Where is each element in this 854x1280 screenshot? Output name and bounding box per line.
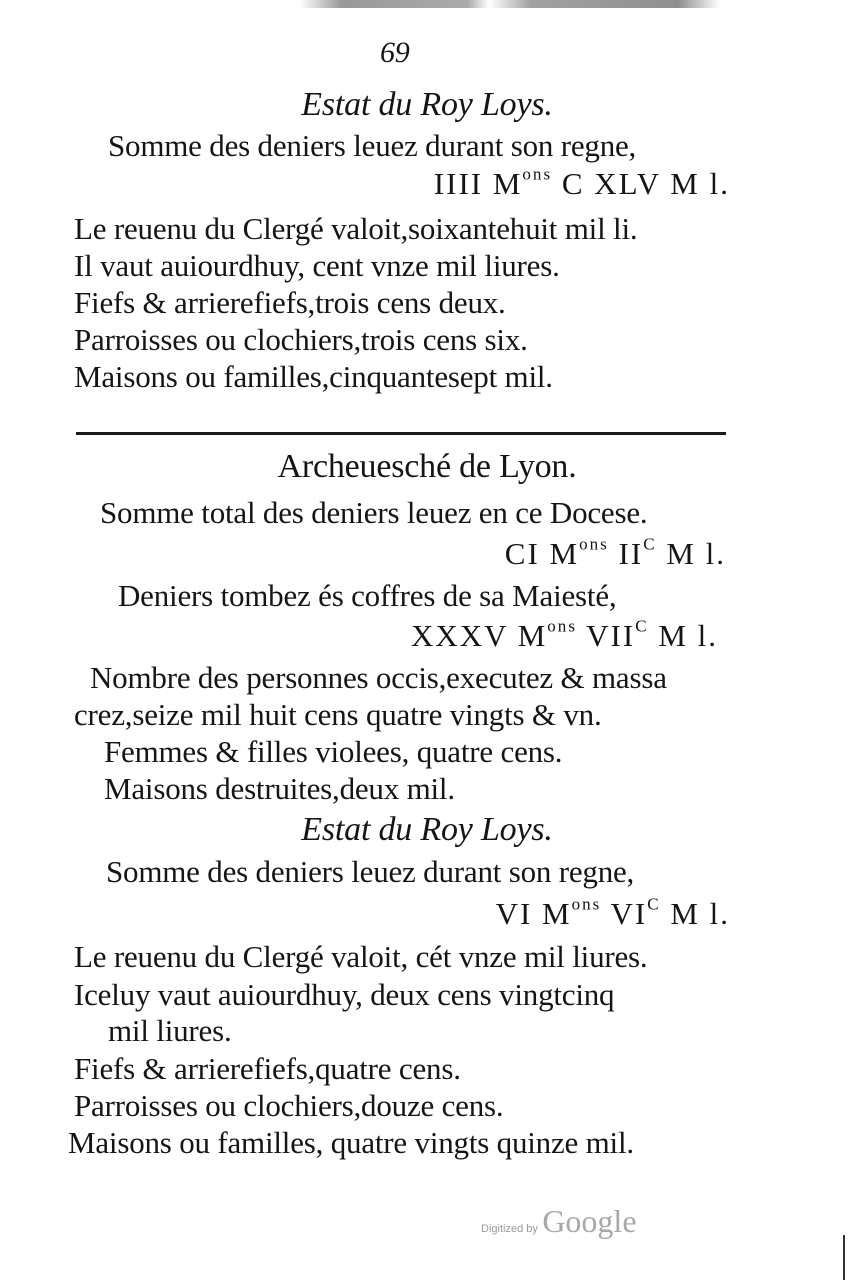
section3-iceluy-line1: Iceluy vaut auiourdhuy, deux cens vingtcinq: [74, 977, 615, 1012]
section3-fiefs: Fiefs & arrierefiefs,quatre cens.: [74, 1051, 461, 1086]
section3-maisons: Maisons ou familles, quatre vingts quinze mil.: [68, 1125, 634, 1160]
section1-line-vaut: Il vaut auiourdhuy, cent vnze mil liures.: [74, 248, 560, 283]
watermark-digitized-by: Digitized by: [481, 1223, 538, 1235]
google-watermark: [481, 1203, 637, 1240]
page-number: 69: [380, 36, 410, 69]
section2-persons-line1: Nombre des personnes occis,executez & massa: [90, 660, 667, 695]
section2-coffres-label: Deniers tombez és coffres de sa Maiesté,: [118, 578, 617, 613]
section2-femmes: Femmes & filles violees, quatre cens.: [104, 734, 563, 769]
section2-persons-line2: crez,seize mil huit cens quatre vingts & vn.: [74, 697, 602, 732]
section3-heading: Estat du Roy Loys.: [301, 811, 553, 848]
section2-total-value: CI $M^{ons}$ $II^C$ M l.: [504, 534, 726, 571]
section3-revenu: Le reuenu du Clergé valoit, cét vnze mil liures.: [74, 939, 648, 974]
top-edge-bleed: [300, 0, 720, 8]
section-divider: [76, 432, 726, 435]
section1-sum-value: IIII $M^{ons}$ C XLV M l.: [433, 164, 730, 201]
section1-line-revenu: Le reuenu du Clergé valoit,soixantehuit mil li.: [74, 211, 638, 246]
section2-total-label: Somme total des deniers leuez en ce Docese.: [100, 495, 648, 530]
section2-coffres-value: XXXV $M^{ons}$ $VII^C$ M l.: [410, 616, 718, 653]
section1-line-fiefs: Fiefs & arrierefiefs,trois cens deux.: [74, 285, 506, 320]
section1-sum-label: Somme des deniers leuez durant son regne,: [108, 128, 637, 163]
section2-heading: Archeuesché de Lyon.: [277, 448, 577, 485]
section1-line-maisons: Maisons ou familles,cinquantesept mil.: [74, 359, 553, 394]
section3-iceluy-line2: mil liures.: [108, 1013, 232, 1048]
section2-maisons-destruites: Maisons destruites,deux mil.: [104, 771, 455, 806]
section3-sum-label: Somme des deniers leuez durant son regne,: [106, 854, 635, 889]
section3-parroisses: Parroisses ou clochiers,douze cens.: [74, 1088, 504, 1123]
section1-line-parroisses: Parroisses ou clochiers,trois cens six.: [74, 322, 528, 357]
page-edge-line: [843, 1235, 845, 1280]
section3-sum-value: VI $M^{ons}$ $VI^C$ M l.: [495, 894, 730, 931]
section1-heading: Estat du Roy Loys.: [301, 86, 553, 123]
watermark-google-logo: Google: [542, 1203, 637, 1239]
